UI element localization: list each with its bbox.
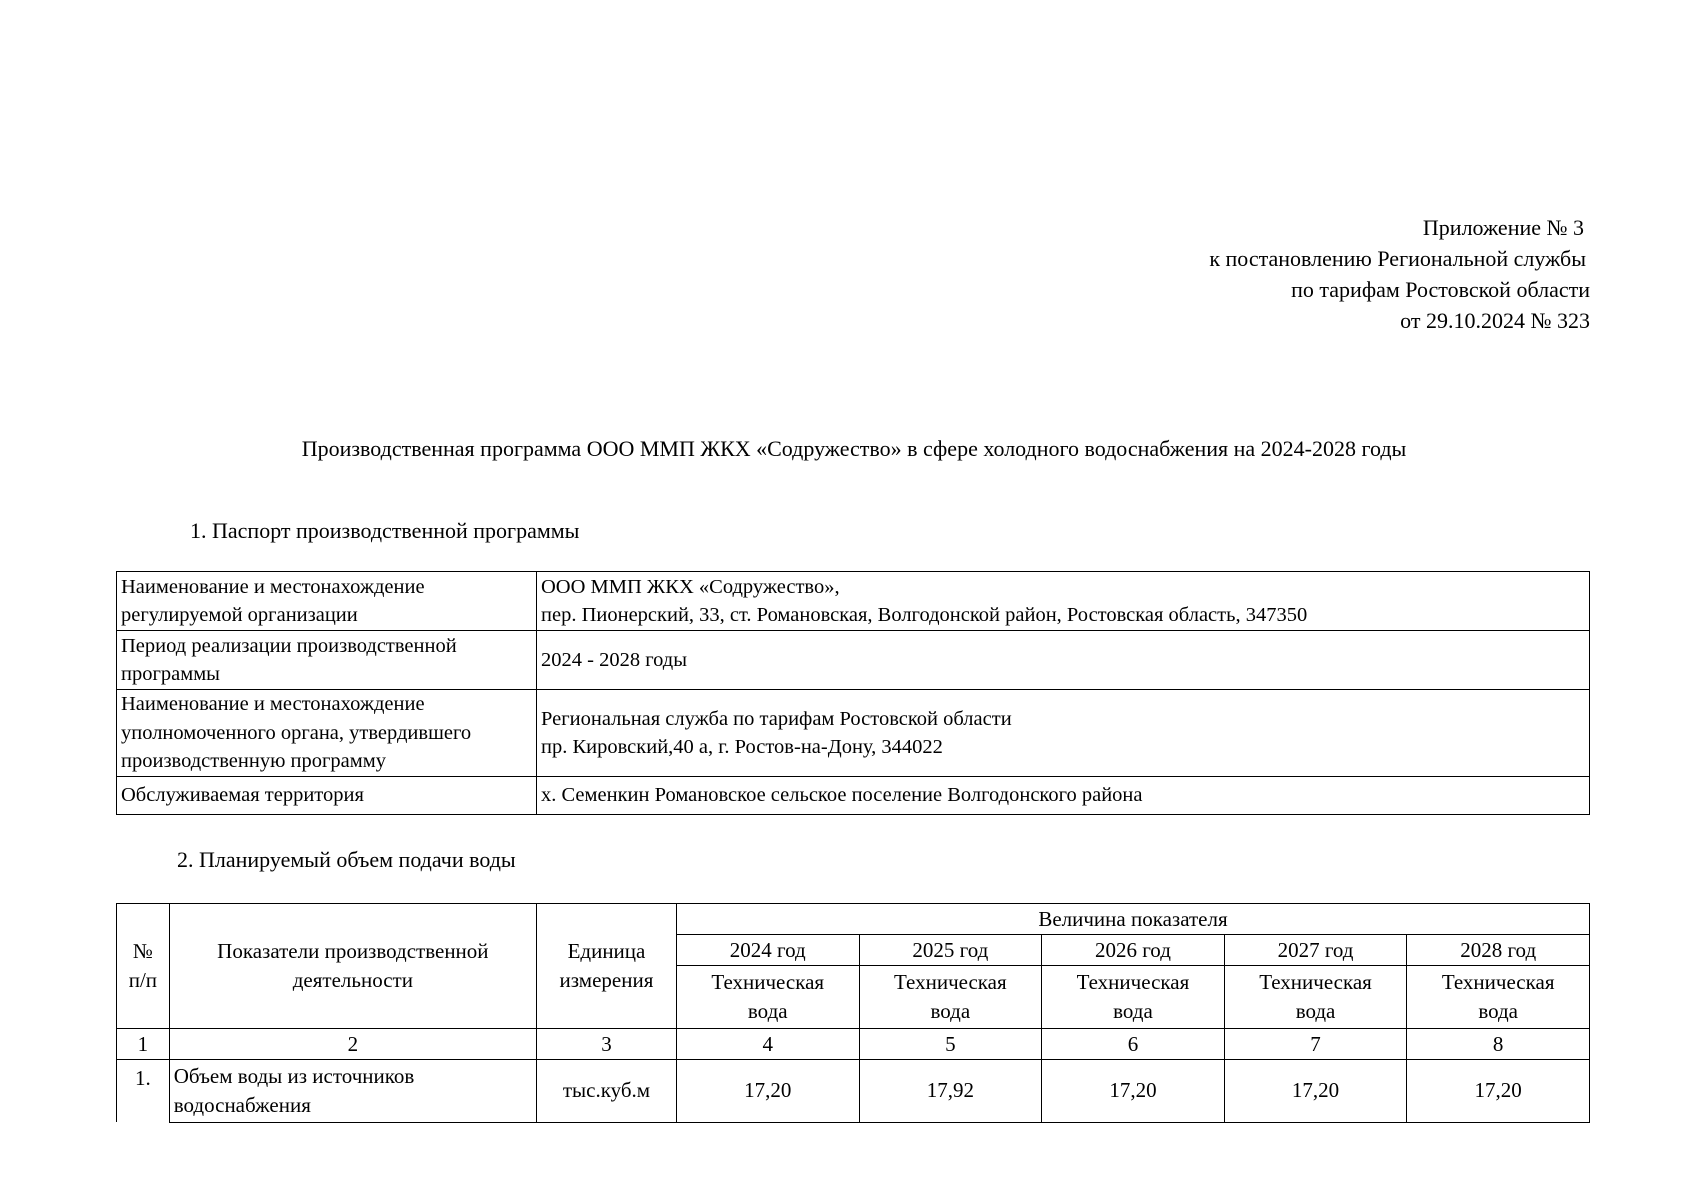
passport-label: Наименование и местонахождение регулируемой организации [117, 572, 537, 631]
column-index: 1 [117, 1029, 170, 1060]
passport-row-authority [117, 690, 1590, 777]
header-indicator: Показатели производственной деятельности [169, 904, 536, 1029]
header-year: 2024 год [676, 935, 859, 966]
header-year: 2026 год [1042, 935, 1225, 966]
header-water-type: Техническая вода [676, 966, 859, 1029]
header-year: 2025 год [859, 935, 1042, 966]
water-volume-table [116, 903, 1590, 1123]
row-value-2026: 17,20 [1042, 1060, 1225, 1123]
column-index: 4 [676, 1029, 859, 1060]
passport-label: Наименование и местонахождение уполномоченного органа, утвердившего производственную программу [117, 690, 537, 777]
section-1-heading: 1. Паспорт производственной программы [190, 518, 580, 543]
header-water-type: Техническая вода [1224, 966, 1407, 1029]
appendix-line-2: к постановлению Региональной службы [1209, 246, 1586, 271]
section-2-heading: 2. Планируемый объем подачи воды [177, 847, 516, 872]
passport-table [116, 571, 1590, 815]
appendix-line-3: по тарифам Ростовской области [1291, 277, 1590, 302]
header-water-type: Техническая вода [859, 966, 1042, 1029]
header-year: 2027 год [1224, 935, 1407, 966]
passport-row-period [117, 631, 1590, 690]
row-number: 1. [117, 1060, 170, 1123]
header-water-type: Техническая вода [1407, 966, 1590, 1029]
column-index: 7 [1224, 1029, 1407, 1060]
column-index-row [117, 1029, 1590, 1060]
row-value-2024: 17,20 [676, 1060, 859, 1123]
header-value-group: Величина показателя [676, 904, 1589, 935]
column-index: 2 [169, 1029, 536, 1060]
appendix-line-4: от 29.10.2024 № 323 [1400, 308, 1590, 333]
column-index: 3 [536, 1029, 676, 1060]
row-value-2028: 17,20 [1407, 1060, 1590, 1123]
passport-label: Период реализации производственной программы [117, 631, 537, 690]
passport-label: Обслуживаемая территория [117, 777, 537, 815]
column-index: 5 [859, 1029, 1042, 1060]
table-row [117, 1060, 1590, 1123]
column-index: 8 [1407, 1029, 1590, 1060]
passport-row-organization [117, 572, 1590, 631]
row-indicator: Объем воды из источников водоснабжения [169, 1060, 536, 1123]
appendix-line-1: Приложение № 3 [1422, 215, 1584, 240]
header-year: 2028 год [1407, 935, 1590, 966]
column-index: 6 [1042, 1029, 1225, 1060]
passport-value: Региональная служба по тарифам Ростовской области пр. Кировский,40 а, г. Ростов-на-Дону, 344022 [537, 690, 1590, 777]
passport-value: ООО ММП ЖКХ «Содружество», пер. Пионерский, 33, ст. Романовская, Волгодонской район, Ростовская область, 347350 [537, 572, 1590, 631]
passport-value: х. Семенкин Романовское сельское поселение Волгодонского района [537, 777, 1590, 815]
passport-row-territory [117, 777, 1590, 815]
appendix-header [1000, 212, 1590, 336]
table-header-row [117, 904, 1590, 935]
document-title: Производственная программа ООО ММП ЖКХ «Содружество» в сфере холодного водоснабжения на 2024-2028 годы [301, 436, 1407, 461]
row-value-2027: 17,20 [1224, 1060, 1407, 1123]
header-unit: Единица измерения [536, 904, 676, 1029]
row-unit: тыс.куб.м [536, 1060, 676, 1123]
header-water-type: Техническая вода [1042, 966, 1225, 1029]
passport-value: 2024 - 2028 годы [537, 631, 1590, 690]
row-value-2025: 17,92 [859, 1060, 1042, 1123]
header-number: № п/п [117, 904, 170, 1029]
